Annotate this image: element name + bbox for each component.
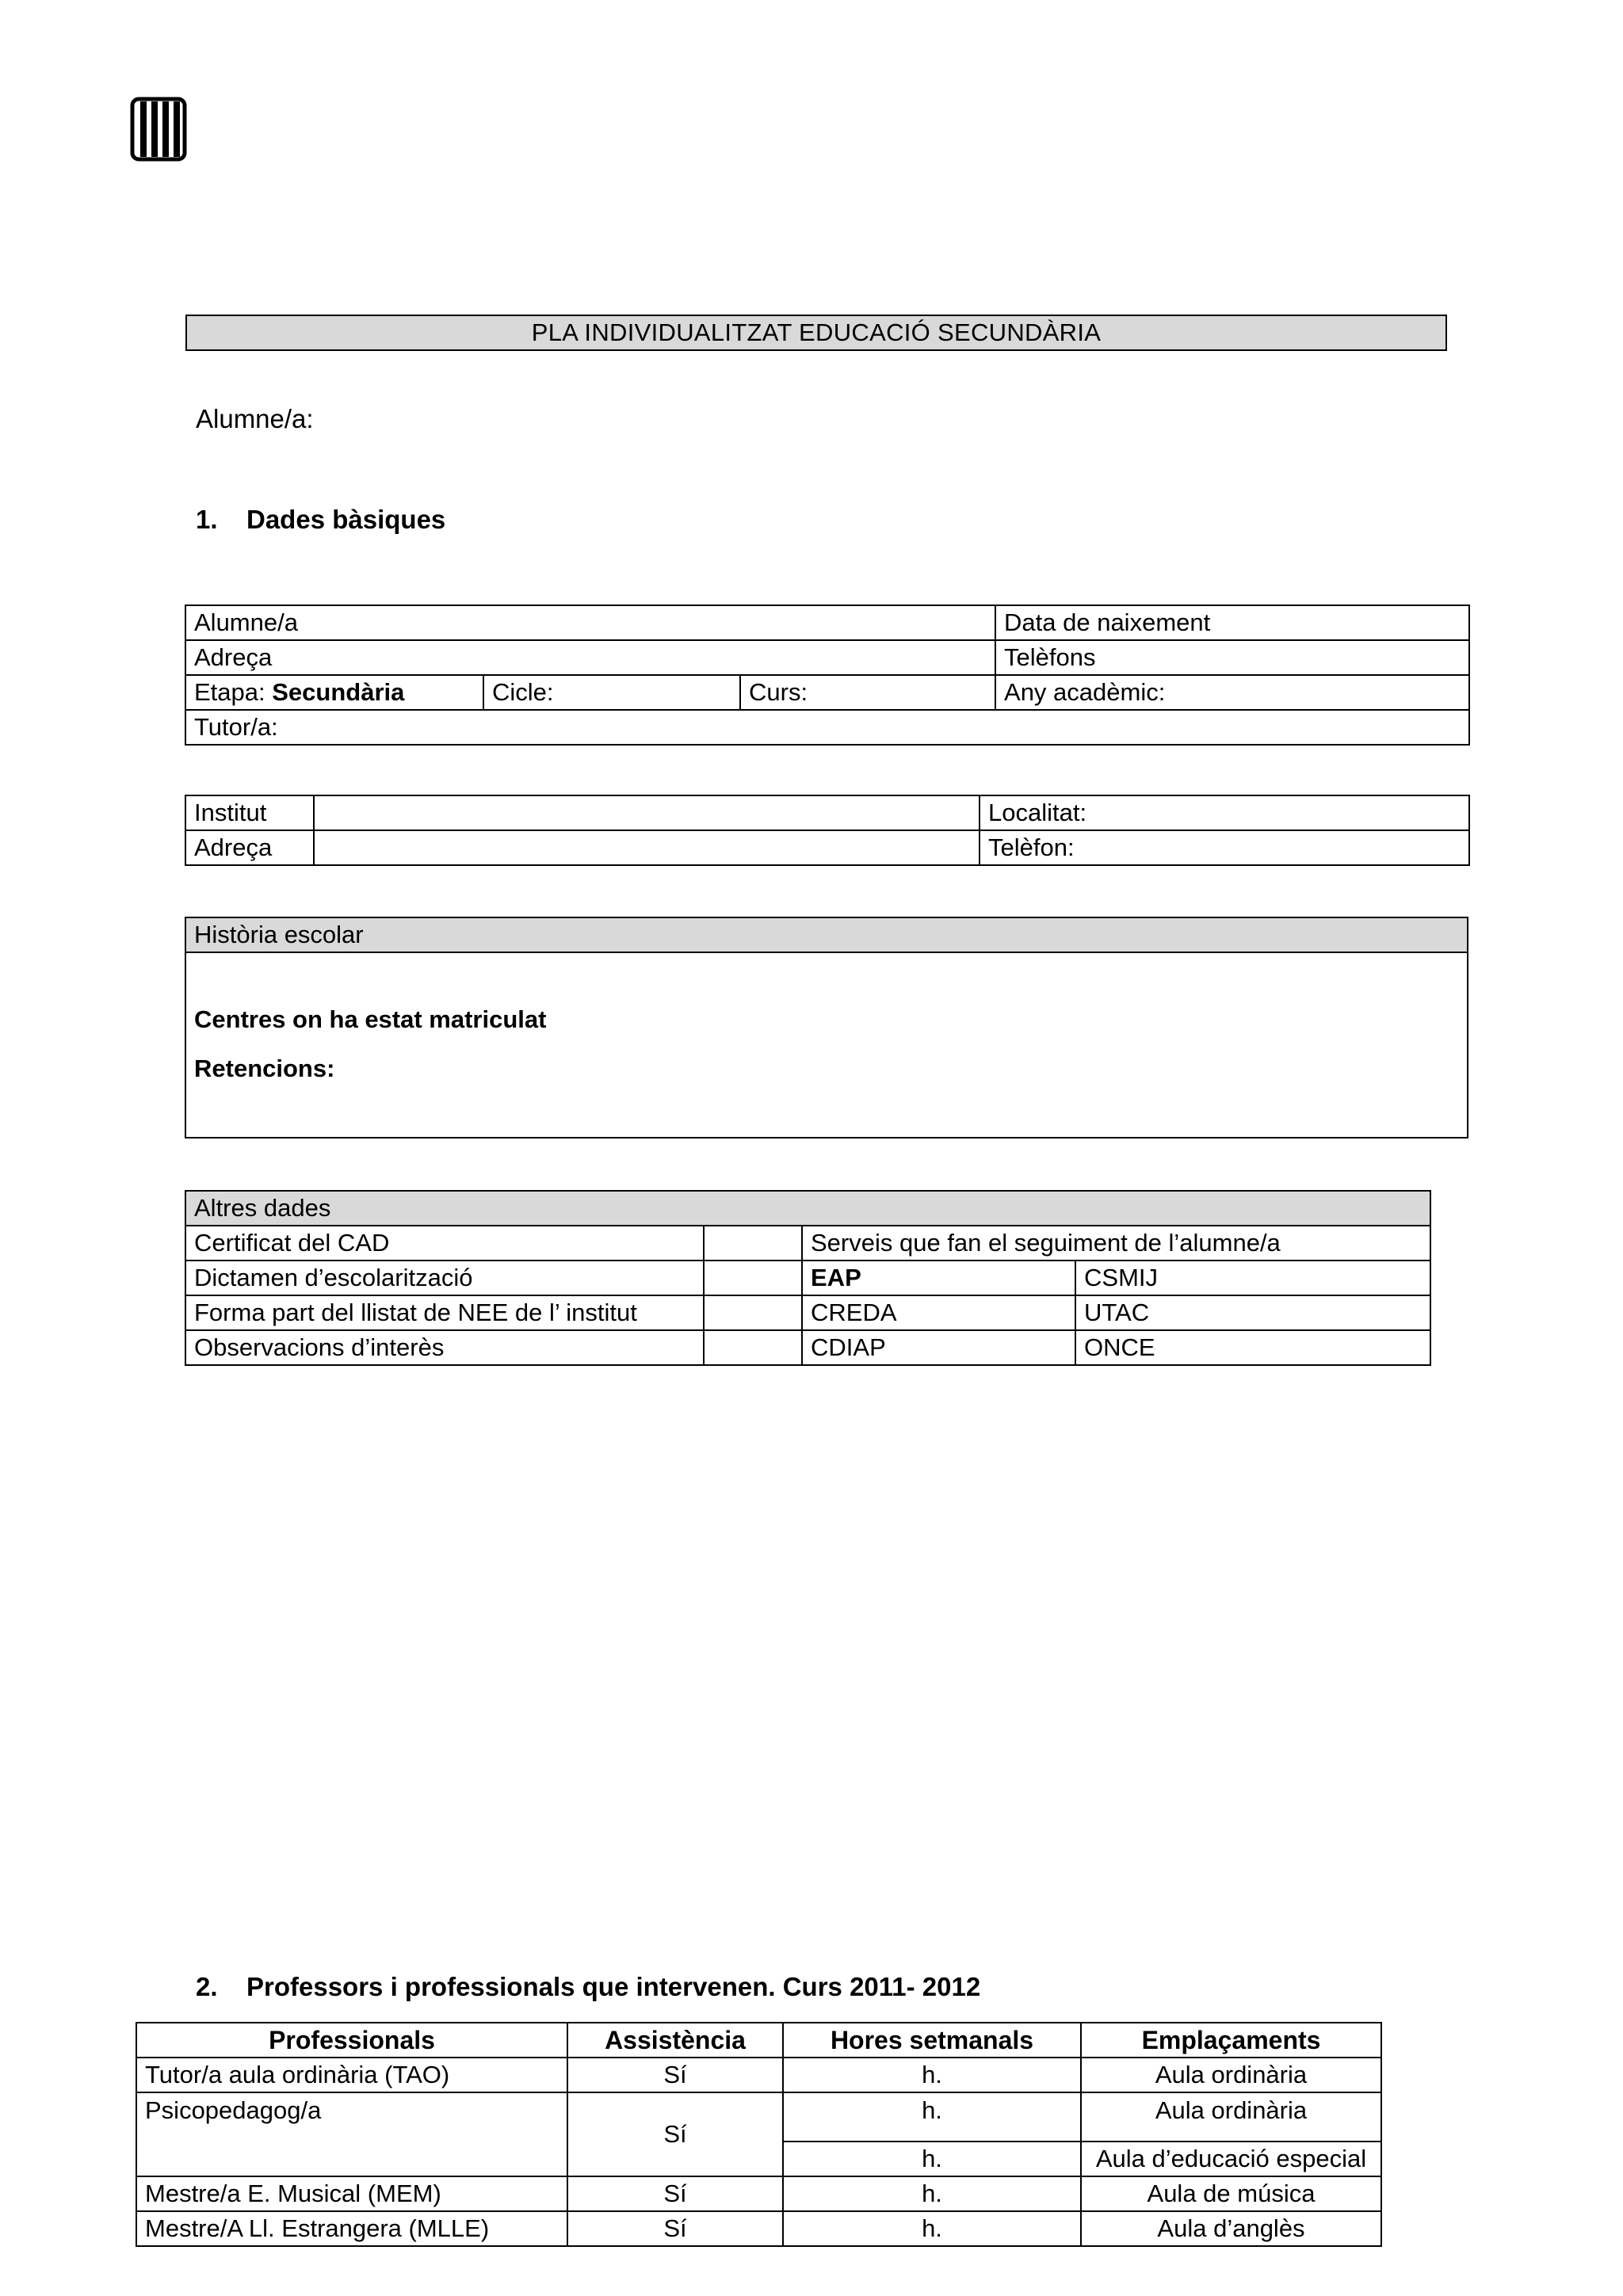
other-data-row-value: [704, 1261, 802, 1295]
table-row: [136, 2058, 1381, 2092]
hours-cell: h.: [783, 2142, 1081, 2176]
other-data-row-value: [704, 1330, 802, 1365]
table-row: [136, 2211, 1381, 2246]
service-item: ONCE: [1075, 1330, 1430, 1365]
service-item: CREDA: [802, 1295, 1075, 1330]
section-2-heading: [196, 1972, 980, 2002]
retentions-label: Retencions:: [194, 1055, 335, 1082]
address-field: Adreça: [185, 640, 995, 675]
column-header-professionals: Professionals: [136, 2023, 567, 2058]
document-title: PLA INDIVIDUALITZAT EDUCACIÓ SECUNDÀRIA: [185, 315, 1447, 351]
service-item: EAP: [802, 1261, 1075, 1295]
birth-date-field: Data de naixement: [995, 605, 1469, 640]
column-header-attendance: Assistència: [567, 2023, 783, 2058]
phones-field: Telèfons: [995, 640, 1469, 675]
other-data-row-label: Certificat del CAD: [185, 1226, 704, 1261]
enrolled-centres-label: Centres on ha estat matriculat: [194, 1005, 547, 1033]
attendance-cell: Sí: [567, 2211, 783, 2246]
other-data-row-label: Dictamen d’escolarització: [185, 1261, 704, 1295]
service-item: UTAC: [1075, 1295, 1430, 1330]
student-name-field: Alumne/a: [185, 605, 995, 640]
school-history-table: [185, 917, 1468, 1138]
other-data-row-label: Forma part del llistat de NEE de l’ institut: [185, 1295, 704, 1330]
section-2-number: 2.: [196, 1972, 218, 2001]
professional-cell: Psicopedagog/a: [136, 2092, 567, 2176]
hours-cell: h.: [783, 2211, 1081, 2246]
student-label: Alumne/a:: [196, 404, 314, 433]
institute-value: [314, 795, 980, 830]
location-cell: Aula d’educació especial: [1081, 2142, 1381, 2176]
course-field: Curs:: [740, 675, 995, 710]
institute-label: Institut: [185, 795, 314, 830]
other-data-table: [185, 1190, 1431, 1366]
professional-cell: Mestre/A Ll. Estrangera (MLLE): [136, 2211, 567, 2246]
location-cell: Aula de música: [1081, 2176, 1381, 2211]
professional-cell: Mestre/a E. Musical (MEM): [136, 2176, 567, 2211]
attendance-cell: Sí: [567, 2092, 783, 2176]
section-1-number: 1.: [196, 505, 218, 534]
other-data-row-label: Observacions d’interès: [185, 1330, 704, 1365]
column-header-weekly-hours: Hores setmanals: [783, 2023, 1081, 2058]
professional-cell: Tutor/a aula ordinària (TAO): [136, 2058, 567, 2092]
institute-address-label: Adreça: [185, 830, 314, 865]
column-header-locations: Emplaçaments: [1081, 2023, 1381, 2058]
table-row: [136, 2092, 1381, 2142]
school-history-body: [185, 952, 1468, 1138]
basic-data-table: [185, 605, 1470, 746]
hours-cell: h.: [783, 2058, 1081, 2092]
other-data-row-value: [704, 1295, 802, 1330]
generalitat-emblem-icon: [130, 97, 187, 162]
other-data-row-value: [704, 1226, 802, 1261]
location-cell: Aula ordinària: [1081, 2058, 1381, 2092]
attendance-cell: Sí: [567, 2176, 783, 2211]
school-history-header: Història escolar: [185, 917, 1468, 952]
section-2-title: Professors i professionals que intervenen. Curs 2011- 2012: [246, 1972, 981, 2001]
hours-cell: h.: [783, 2092, 1081, 2142]
tutor-field: Tutor/a:: [185, 710, 1469, 745]
services-header: Serveis que fan el seguiment de l’alumne/a: [802, 1226, 1430, 1261]
service-item: CDIAP: [802, 1330, 1075, 1365]
cycle-field: Cicle:: [483, 675, 740, 710]
hours-cell: h.: [783, 2176, 1081, 2211]
attendance-cell: Sí: [567, 2058, 783, 2092]
locality-field: Localitat:: [980, 795, 1469, 830]
stage-label: Etapa:: [194, 678, 265, 706]
academic-year-field: Any acadèmic:: [995, 675, 1469, 710]
institute-phone-field: Telèfon:: [980, 830, 1469, 865]
stage-field: [185, 675, 483, 710]
section-1-title: Dades bàsiques: [246, 505, 446, 534]
institute-address-value: [314, 830, 980, 865]
other-data-header: Altres dades: [185, 1191, 1430, 1226]
section-1-heading: [196, 505, 445, 535]
location-cell: Aula d’anglès: [1081, 2211, 1381, 2246]
institute-table: [185, 795, 1470, 866]
professionals-table: [136, 2022, 1382, 2247]
table-row: [136, 2176, 1381, 2211]
stage-value: Secundària: [272, 678, 405, 706]
location-cell: Aula ordinària: [1081, 2092, 1381, 2142]
service-item: CSMIJ: [1075, 1261, 1430, 1295]
